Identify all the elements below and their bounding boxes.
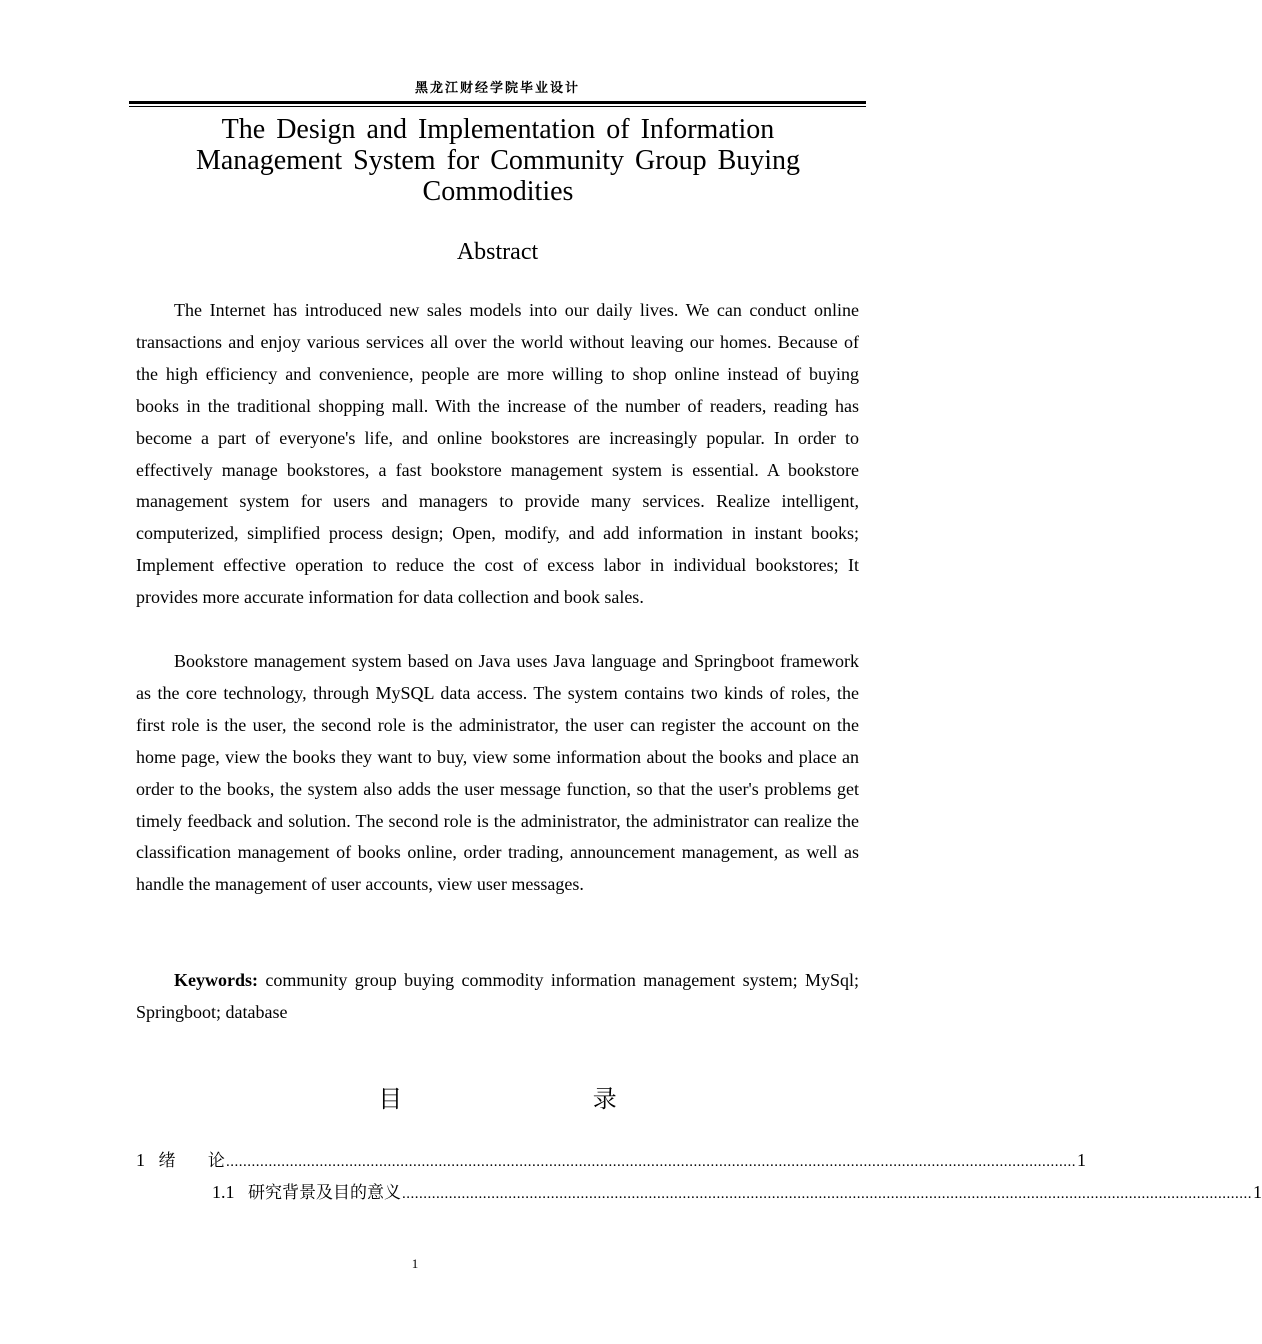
toc-entry-number: 1 — [136, 1150, 159, 1170]
toc-heading: 目 录 — [378, 1085, 617, 1113]
keywords-text: community group buying commodity information management system; MySql; Springboot; database — [136, 970, 859, 1022]
toc-entry-label: 研究背景及目的意义 — [248, 1183, 401, 1203]
toc-entry[interactable] — [212, 1180, 1262, 1206]
toc-entry-number: 1.1 — [212, 1182, 248, 1202]
page-number: 1 — [411, 1256, 419, 1271]
toc-entry-label: 绪 论 — [158, 1151, 225, 1171]
toc-entry-page: 1 — [1253, 1182, 1262, 1202]
header-rule-thin — [129, 106, 866, 107]
toc-leader-dots: ........................................................................................................................................................................................................ — [402, 1186, 1252, 1202]
toc-entry[interactable] — [136, 1148, 1086, 1174]
toc-entry-page: 1 — [1076, 1150, 1086, 1170]
abstract-paragraph-1: The Internet has introduced new sales models into our daily lives. We can conduct online transactions and enjoy various services all over the world without leaving our homes. Because of the high efficiency and convenience, people are more willing to shop online instead of buying books in the traditional shopping mall. With the increase of the number of readers, reading has become a part of everyone's life, and online bookstores are increasingly popular. In order to effectively manage bookstores, a fast bookstore management system is essential. A bookstore management system for users and managers to provide many services. Realize intelligent, computerized, simplified process design; Open, modify, and add information in instant books; Implement effective operation to reduce the cost of excess labor in individual bookstores; It provides more accurate information for data collection and book sales. — [136, 300, 859, 608]
keywords — [136, 965, 859, 1029]
page-header: 黑龙江财经学院毕业设计 — [414, 81, 580, 96]
thesis-title: The Design and Implementation of Information Management System for Community Group Buying Commodities — [195, 114, 801, 207]
keywords-label: Keywords: — [174, 970, 258, 990]
abstract-heading: Abstract — [456, 239, 539, 265]
toc-leader-dots: ........................................................................................................................................................................................................ — [225, 1154, 1076, 1170]
header-rule-thick — [129, 101, 866, 104]
abstract-paragraph-2: Bookstore management system based on Java uses Java language and Springboot framework as the core technology, through MySQL data access. The system contains two kinds of roles, the first role is the user, the second role is the administrator, the user can register the account on the home page, view the books they want to buy, view some information about the books and place an order to the books, the system also adds the user message function, so that the user's problems get timely feedback and solution. The second role is the administrator, the administrator can realize the classification management of books online, order trading, announcement management, as well as handle the management of user accounts, view user messages. — [136, 651, 859, 895]
